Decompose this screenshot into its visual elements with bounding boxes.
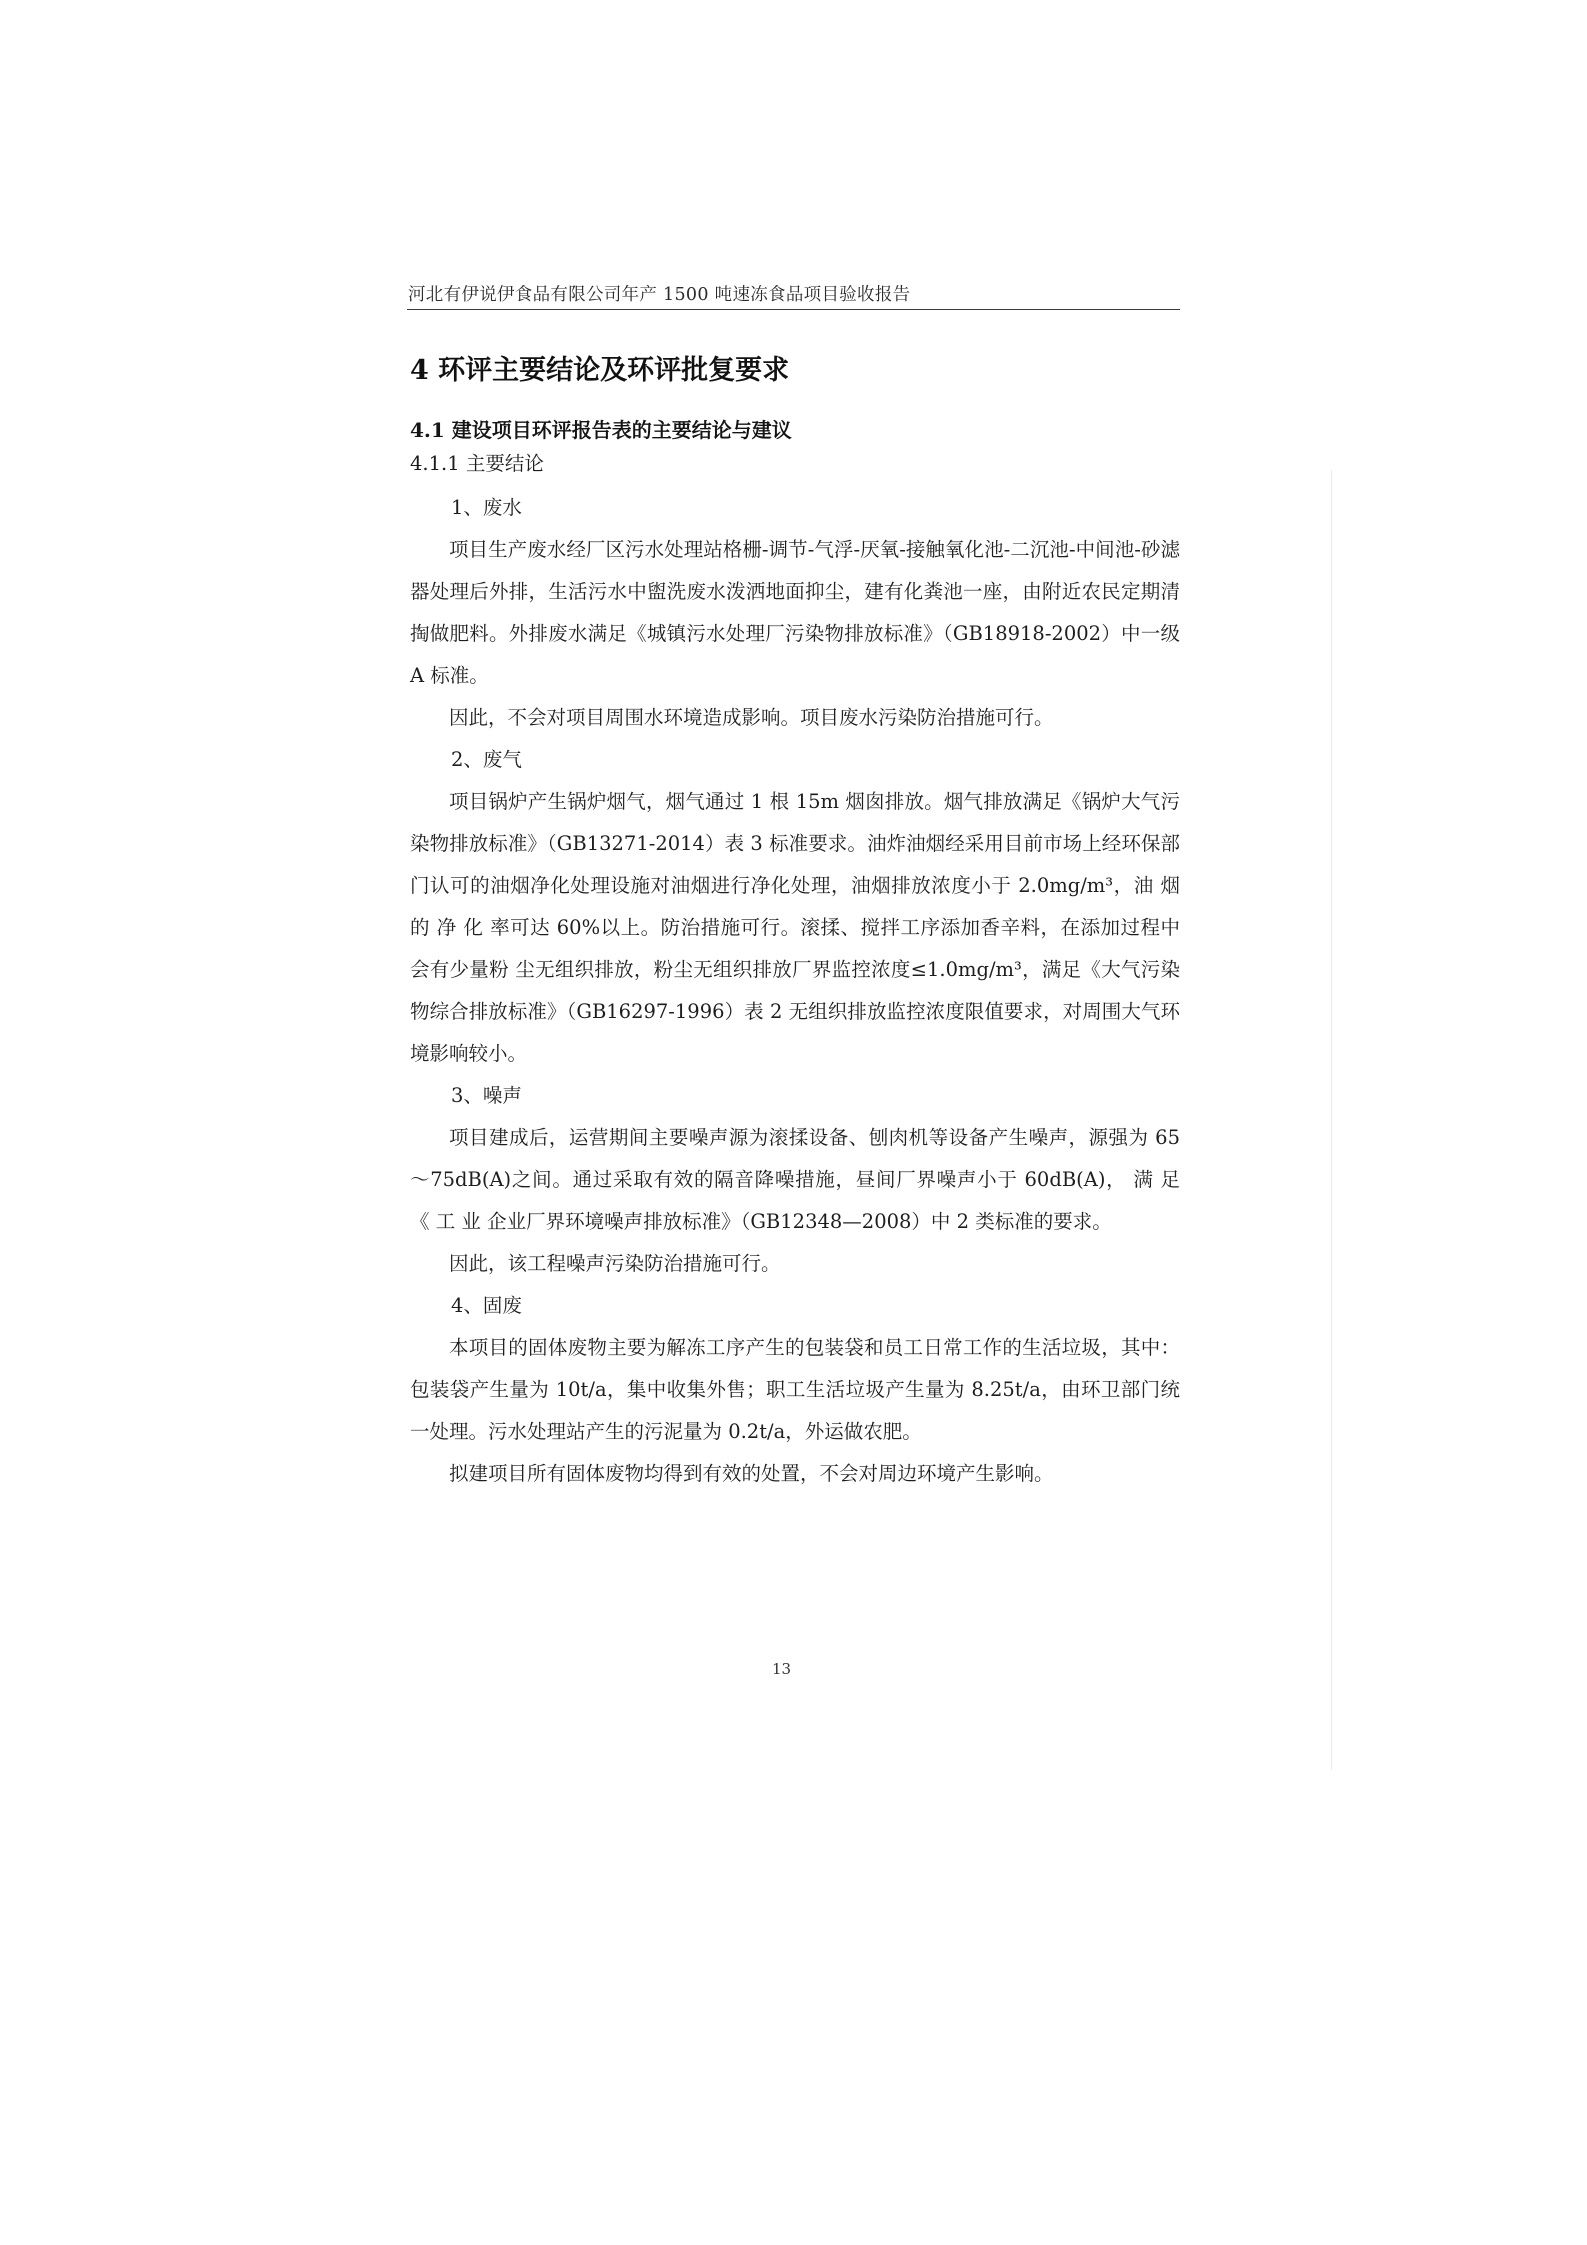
paragraph-noise-conclusion: 因此，该工程噪声污染防治措施可行。 (449, 1252, 781, 1275)
header-divider (407, 309, 1180, 310)
page-number: 13 (772, 1660, 792, 1678)
paragraph-noise: 项目建成后，运营期间主要噪声源为滚揉设备、刨肉机等设备产生噪声，源强为 65～75dB(A)之间。通过采取有效的隔音降噪措施，昼间厂界噪声小于 60dB(A)， 满 足 《 工 业 企业厂界环境噪声排放标准》（GB12348—2008）中 2 类标准的要求。 (410, 1126, 1180, 1233)
item-heading-exhaust-gas: 2、废气 (451, 748, 522, 771)
scan-edge-line (1331, 470, 1332, 1770)
item-heading-wastewater: 1、废水 (451, 496, 522, 519)
paragraph-exhaust-gas: 项目锅炉产生锅炉烟气，烟气通过 1 根 15m 烟囱排放。烟气排放满足《锅炉大气污染物排放标准》（GB13271-2014）表 3 标准要求。油炸油烟经采用目前市场上经环保部门认可的油烟净化处理设施对油烟进行净化处理，油烟排放浓度小于 2.0mg/m³，油 烟 的 净 化 率可达 60%以上。防治措施可行。滚揉、搅拌工序添加香辛料，在添加过程中会有少量粉 尘无组织排放，粉尘无组织排放厂界监控浓度≤1.0mg/m³，满足《大气污染物综合排放标准》（GB16297-1996）表 2 无组织排放监控浓度限值要求，对周围大气环境影响较小。 (410, 790, 1180, 1065)
paragraph-solid-waste: 本项目的固体废物主要为解冻工序产生的包装袋和员工日常工作的生活垃圾，其中：包装袋产生量为 10t/a，集中收集外售；职工生活垃圾产生量为 8.25t/a，由环卫部门统一处理。污水处理站产生的污泥量为 0.2t/a，外运做农肥。 (410, 1336, 1180, 1443)
subsection-title: 4.1.1 主要结论 (410, 452, 544, 475)
chapter-title: 4 环评主要结论及环评批复要求 (410, 355, 790, 386)
item-heading-noise: 3、噪声 (451, 1084, 522, 1107)
body-text (410, 487, 1180, 1495)
section-title: 4.1 建设项目环评报告表的主要结论与建议 (410, 418, 792, 442)
item-heading-solid-waste: 4、固废 (451, 1294, 522, 1317)
paragraph-wastewater-conclusion: 因此，不会对项目周围水环境造成影响。项目废水污染防治措施可行。 (449, 706, 1054, 729)
paragraph-solid-waste-conclusion: 拟建项目所有固体废物均得到有效的处置，不会对周边环境产生影响。 (449, 1462, 1054, 1485)
paragraph-wastewater: 项目生产废水经厂区污水处理站格栅-调节-气浮-厌氧-接触氧化池-二沉池-中间池-砂滤器处理后外排，生活污水中盥洗废水泼洒地面抑尘，建有化粪池一座，由附近农民定期清掏做肥料。外排废水满足《城镇污水处理厂污染物排放标准》（GB18918-2002）中一级 A 标准。 (410, 538, 1180, 687)
running-header: 河北有伊说伊食品有限公司年产 1500 吨速冻食品项目验收报告 (408, 285, 911, 305)
